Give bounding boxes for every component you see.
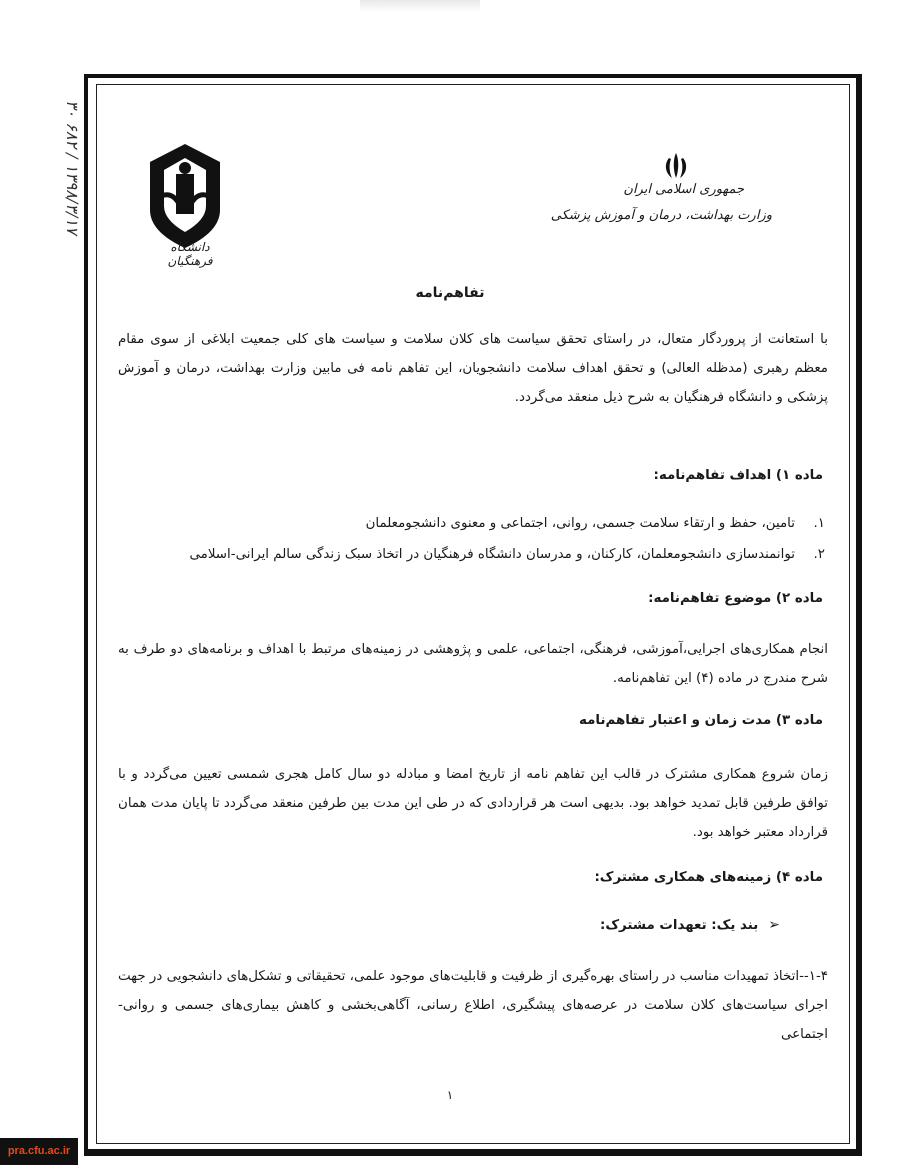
article-3-paragraph: زمان شروع همکاری مشترک در قالب این تفاهم نامه از تاریخ امضا و مبادله دو سال کامل هجری شمسی تعیین می‌گردد و با توافق طرفین قابل تمدید خواهد بود. بدیهی است هر قراردادی که در طی این مدت بین طرفین منعقد می‌گردد تا پایان مدت همان قرارداد معتبر خواهد بود. <box>118 767 828 840</box>
clause-1-1-paragraph: ۱-۴--اتخاذ تمهیدات مناسب در راستای بهره‌گیری از ظرفیت و قابلیت‌های موجود علمی، تحقیقاتی و تشکل‌های دانشجویی در جهت اجرای سیاست‌های کلان سلامت در عرصه‌های پیشگیری، اطلاع رسانی، آگاهی‌بخشی و کاهش بیماری‌های جسمی و روانی-اجتماعی <box>118 969 828 1042</box>
article-2-paragraph: انجام همکاری‌های اجرایی،آموزشی، فرهنگی، اجتماعی، علمی و پژوهشی در زمینه‌های مرتبط با اهداف و برنامه‌های دو طرف به شرح مندرج در ماده (۴) این تفاهم‌نامه. <box>118 642 828 686</box>
intro-paragraph: با استعانت از پروردگار متعال، در راستای تحقق سیاست های کلان سلامت و سیاست های کلی جمعیت ابلاغی از سوی مقام معظم رهبری (مدظله العالی) و تحقق اهداف سلامت دانشجویان، این تفاهم نامه فی مابین وزارت بهداشت، درمان و آموزش پزشکی و دانشگاه فرهنگیان به شرح ذیل منعقد می‌گردد. <box>118 332 828 405</box>
document-title: تفاهم‌نامه <box>415 285 485 301</box>
list-number: ۱. <box>813 516 825 531</box>
ministry-header <box>550 150 772 240</box>
site-watermark-badge: pra.cfu.ac.ir <box>0 1138 78 1165</box>
page-number: ۱ <box>446 1088 454 1102</box>
handwritten-registration-note: ۳۰ ۶۸۲ / ۱۳۹۸/۳/۱۷ <box>63 100 82 235</box>
ministry-country-line: جمهوری اسلامی ایران <box>623 182 744 197</box>
clause-one-heading <box>180 917 780 933</box>
list-text: توانمندسازی دانشجومعلمان، کارکنان، و مدرسان دانشگاه فرهنگیان در اتخاذ سبک زندگی سالم ایرانی-اسلامی <box>189 547 795 562</box>
article-1-item-1 <box>118 514 825 534</box>
clause-one-label: بند یک: تعهدات مشترک: <box>599 918 759 933</box>
iran-emblem-icon <box>660 150 692 182</box>
ministry-name-line: وزارت بهداشت، درمان و آموزش پزشکی <box>550 208 772 223</box>
arrow-bullet-icon: ➢ <box>768 917 780 933</box>
article-4-heading: ماده ۴) زمینه‌های همکاری مشترک: <box>594 870 823 885</box>
scan-top-bleed <box>360 0 480 12</box>
list-text: تامین، حفظ و ارتقاء سلامت جسمی، روانی، اجتماعی و معنوی دانشجومعلمان <box>365 516 795 531</box>
list-number: ۲. <box>813 547 825 562</box>
article-1-item-2 <box>118 545 825 565</box>
university-logo-caption: دانشگاه فرهنگیان <box>167 240 213 268</box>
article-1-heading: ماده ۱) اهداف تفاهم‌نامه: <box>653 468 823 483</box>
article-3-heading: ماده ۳) مدت زمان و اعتبار تفاهم‌نامه <box>579 713 823 728</box>
article-2-heading: ماده ۲) موضوع تفاهم‌نامه: <box>648 591 823 606</box>
